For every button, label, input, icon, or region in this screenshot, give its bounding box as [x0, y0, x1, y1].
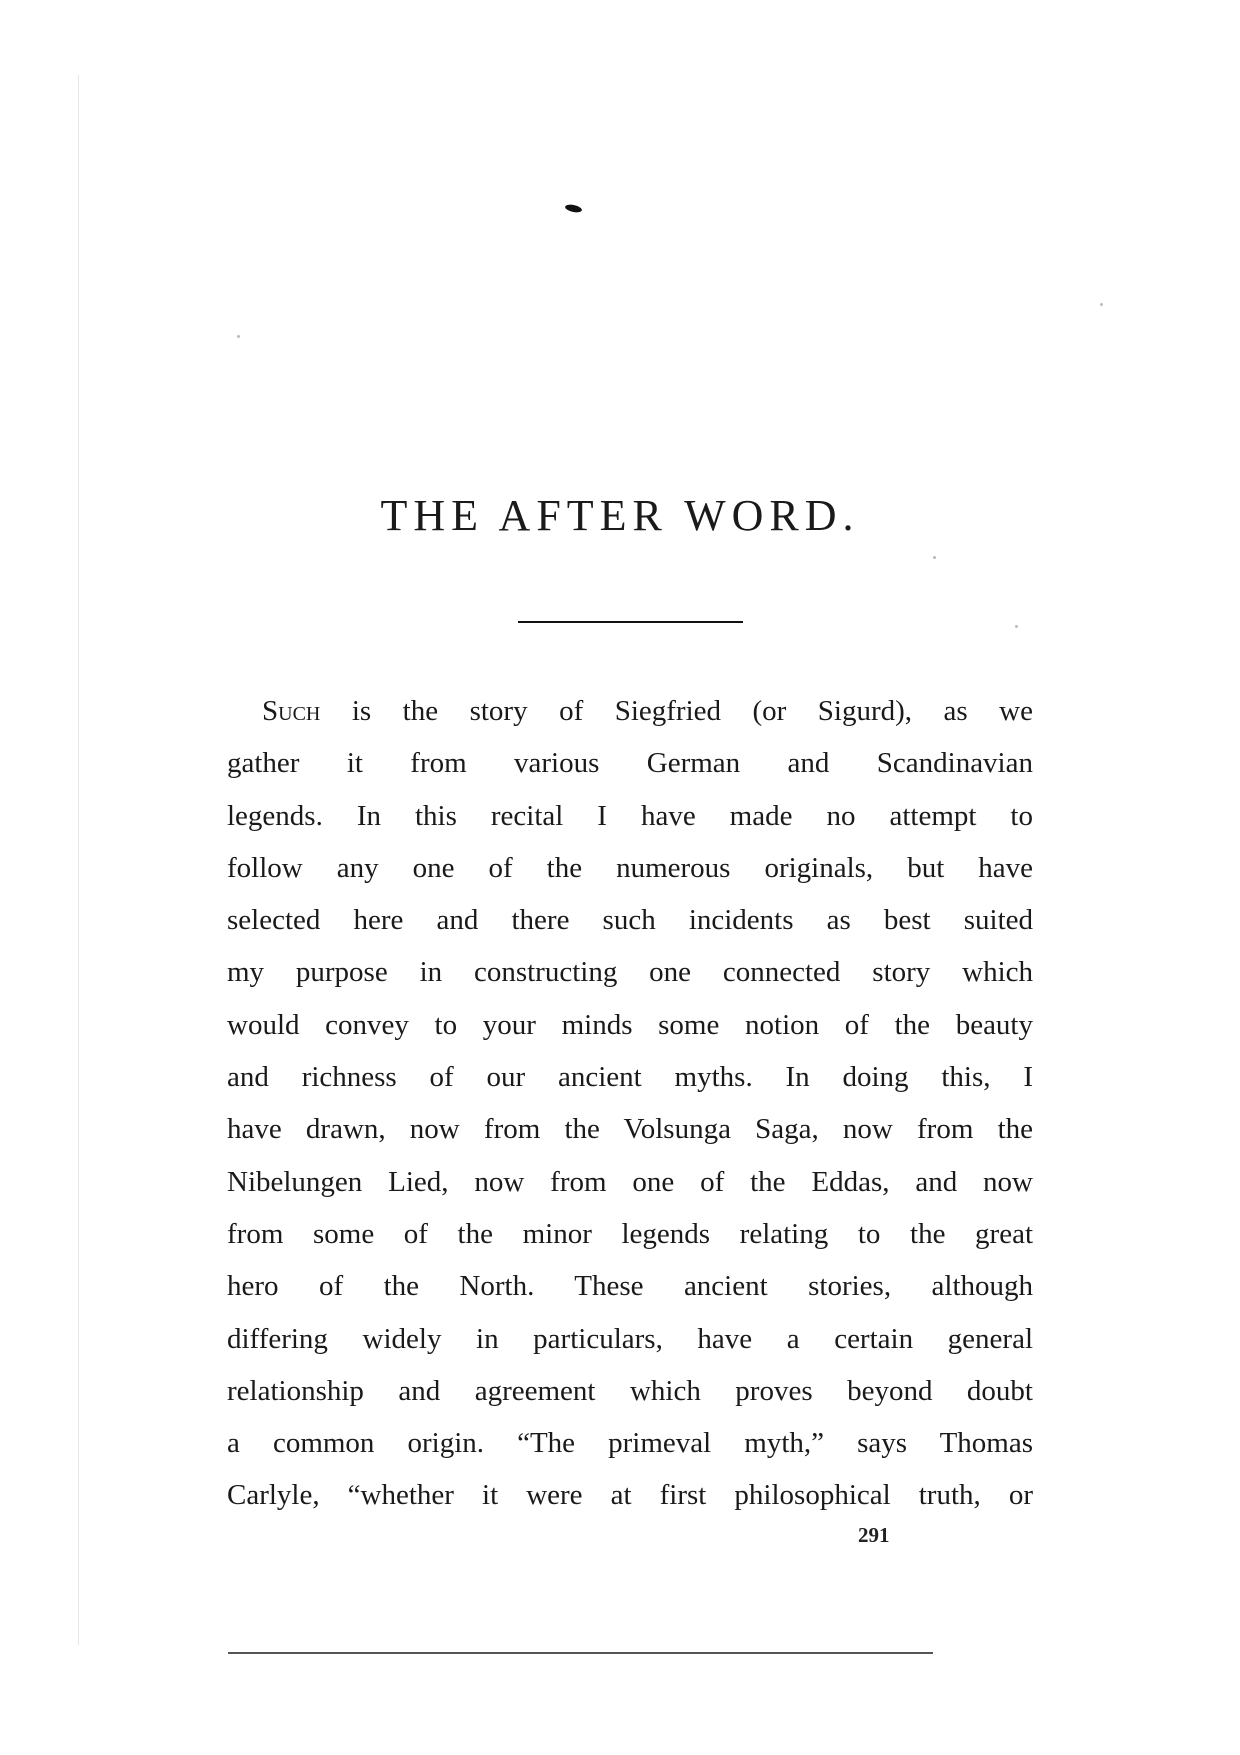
- text-line: Nibelungen Lied, now from one of the Eddas, and now: [227, 1165, 1033, 1198]
- text-line: follow any one of the numerous originals, but have: [227, 851, 1033, 884]
- text-line: selected here and there such incidents as best suited: [227, 904, 1033, 937]
- page-number: 291: [858, 1523, 890, 1547]
- chapter-title: THE AFTER WORD.: [380, 491, 860, 540]
- text-line: hero of the North. These ancient stories, although: [227, 1270, 1033, 1303]
- scan-edge-shadow: [78, 75, 79, 1645]
- lead-word: Such: [262, 695, 321, 727]
- text-line: my purpose in constructing one connected story which: [227, 956, 1033, 989]
- dust-speck: [1015, 625, 1018, 628]
- dust-speck: [237, 335, 240, 338]
- bottom-edge-line: [228, 1652, 933, 1654]
- text-line: Such is the story of Siegfried (or Sigurd), as we: [262, 695, 1033, 727]
- text-line: differing widely in particulars, have a certain general: [227, 1322, 1033, 1355]
- ink-blot: [564, 203, 582, 213]
- text-line: from some of the minor legends relating to the great: [227, 1217, 1033, 1250]
- text-line: relationship and agreement which proves beyond doubt: [227, 1374, 1033, 1407]
- dust-speck: [933, 556, 936, 559]
- text-line: Carlyle, “whether it were at first philosophical truth, or: [227, 1479, 1033, 1512]
- text-line: would convey to your minds some notion of the beauty: [227, 1008, 1033, 1041]
- dust-speck: [1100, 303, 1103, 306]
- text-line: legends. In this recital I have made no attempt to: [227, 799, 1033, 832]
- text-line: a common origin. “The primeval myth,” says Thomas: [227, 1427, 1033, 1460]
- text-line: gather it from various German and Scandinavian: [227, 747, 1033, 780]
- text-line: have drawn, now from the Volsunga Saga, now from the: [227, 1113, 1033, 1146]
- body-paragraph: [227, 685, 1033, 1522]
- text-line: and richness of our ancient myths. In doing this, I: [227, 1061, 1033, 1094]
- title-divider: [518, 621, 743, 623]
